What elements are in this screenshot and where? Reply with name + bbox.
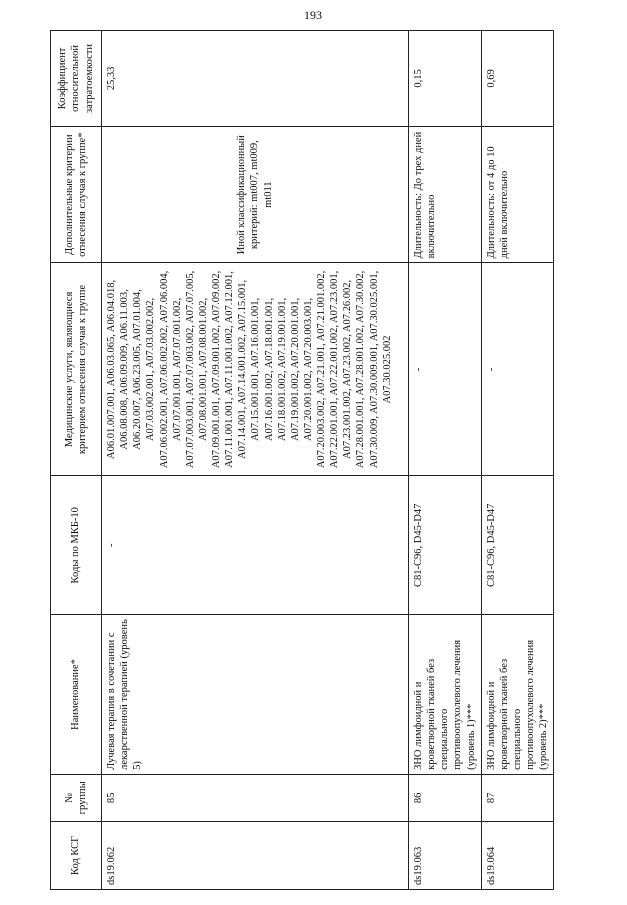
cell-coefficient: 0,15 (409, 31, 482, 127)
table-row (409, 31, 482, 890)
ksg-table-container (50, 30, 610, 890)
cell-extra-criteria: Длительность: от 4 до 10 дней включительно (481, 126, 554, 262)
header-mkb-codes: Коды по МКБ-10 (51, 476, 102, 615)
cell-extra-criteria: Длительность: До трех дней включительно (409, 126, 482, 262)
cell-mkb-codes: C81-C96, D45-D47 (409, 476, 482, 615)
cell-group-number: 85 (102, 774, 409, 821)
header-services: Медицинские услуги, являющиеся критерием отнесения случая к группе (51, 263, 102, 476)
header-coefficient: Коэффициент относительной затратоемкости (51, 31, 102, 127)
cell-code: ds19.064 (481, 821, 554, 889)
table-row (481, 31, 554, 890)
cell-name: ЗНО лимфоидной и кроветворной тканей без специального противоопухолевого лечения (уровень 2)*** (481, 615, 554, 775)
header-group-number: № группы (51, 774, 102, 821)
cell-coefficient: 0,69 (481, 31, 554, 127)
table-header-row (51, 31, 102, 890)
cell-name: Лучевая терапия в сочетании с лекарственной терапией (уровень 5) (102, 615, 409, 775)
cell-mkb-codes: - (102, 476, 409, 615)
page-number: 193 (304, 8, 322, 22)
cell-code: ds19.062 (102, 821, 409, 889)
header-code: Код КСГ (51, 821, 102, 889)
table-row (102, 31, 409, 890)
header-extra-criteria: Дополнительные критерии отнесения случая к группе* (51, 126, 102, 262)
cell-mkb-codes: C81-C96, D45-D47 (481, 476, 554, 615)
cell-extra-criteria: Иной классификационный критерий: mt007, mt009, mt011 (102, 126, 409, 262)
cell-group-number: 87 (481, 774, 554, 821)
cell-services: A06.01.007.001, A06.03.065, A06.04.018, A06.08.008, A06.09.009, A06.11.003, A06.20.007, A06.23.005, A07.01.004, A07.03.002.001, A07.03.002.002, A07.06.002.001, A07.06.002.002, A07.06.004, A07.07.001.001, A07.07.001.002, A07.07.003.001, A07.07.003.002, A07.07.005, A07.08.001.001, A07.08.001.002, A07.09.001.001, A07.09.001.002, A07.09.002, A07.11.001.001, A07.11.001.002, A07.12.001, A07.14.001, A07.14.001.002, A07.15.001, A07.15.001.001, A07.16.001.001, A07.16.001.002, A07.18.001.001, A07.18.001.002, A07.19.001.001, A07.19.001.002, A07.20.001.001, A07.20.001.002, A07.20.003.001, A07.20.003.002, A07.21.001, A07.21.001.002, A07.22.001.001, A07.22.001.002, A07.23.001, A07.23.001.002, A07.23.002, A07.26.002, A07.28.001.001, A07.28.001.002, A07.30.002, A07.30.009, A07.30.009.001, A07.30.025.001, A07.30.025.002 (102, 263, 409, 476)
cell-services: - (481, 263, 554, 476)
ksg-table (50, 30, 554, 890)
cell-code: ds19.063 (409, 821, 482, 889)
cell-name: ЗНО лимфоидной и кроветворной тканей без специального противоопухолевого лечения (уровень 1)*** (409, 615, 482, 775)
cell-group-number: 86 (409, 774, 482, 821)
header-name: Наименование* (51, 615, 102, 775)
cell-coefficient: 25,33 (102, 31, 409, 127)
cell-services: - (409, 263, 482, 476)
